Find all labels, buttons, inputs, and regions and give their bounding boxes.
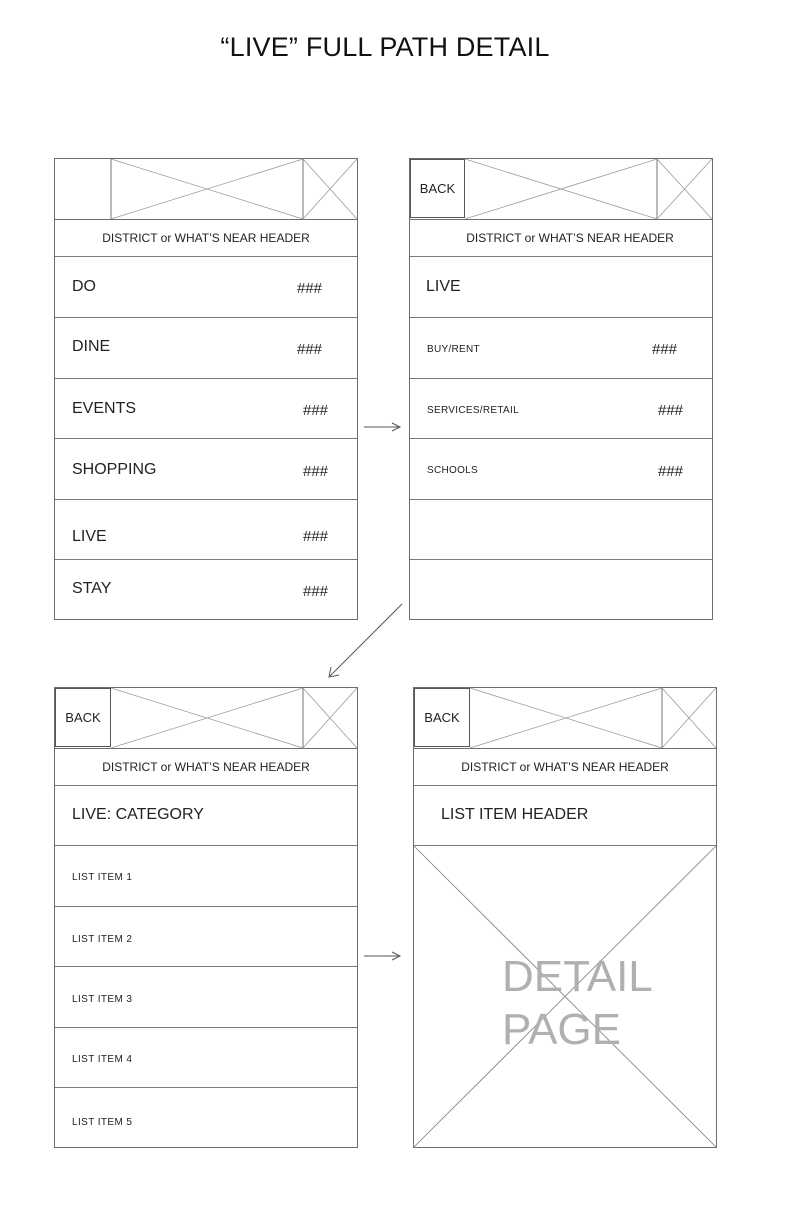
top-bar bbox=[410, 159, 712, 220]
screen-3-live-category bbox=[54, 687, 358, 1148]
empty-row bbox=[410, 500, 712, 560]
screen-4-detail-page bbox=[413, 687, 717, 1148]
menu-item-do[interactable] bbox=[55, 257, 357, 318]
arrow-screen1-to-screen2 bbox=[364, 423, 400, 431]
list-item-label: LIST ITEM 3 bbox=[72, 994, 133, 1005]
district-header bbox=[414, 749, 716, 786]
top-bar-placeholder-graphic bbox=[55, 159, 357, 219]
list-item[interactable] bbox=[55, 1028, 357, 1088]
submenu-item-count: ### bbox=[658, 402, 684, 419]
menu-item-stay[interactable] bbox=[55, 560, 357, 620]
menu-item-label: STAY bbox=[72, 580, 112, 597]
menu-item-label: DINE bbox=[72, 338, 111, 355]
section-title-row bbox=[410, 257, 712, 318]
submenu-item-label: SCHOOLS bbox=[427, 465, 479, 476]
list-item-label: LIST ITEM 4 bbox=[72, 1054, 133, 1065]
back-button[interactable]: BACK bbox=[414, 688, 470, 747]
back-button[interactable]: BACK bbox=[410, 159, 465, 218]
menu-item-count: ### bbox=[297, 341, 323, 358]
screen-1-district-menu bbox=[54, 158, 358, 620]
district-header-text: DISTRICT or WHAT’S NEAR HEADER bbox=[102, 760, 310, 774]
top-bar bbox=[55, 688, 357, 749]
menu-item-count: ### bbox=[303, 583, 329, 600]
list-item-header-row bbox=[414, 786, 716, 846]
screen-2-live-submenu bbox=[409, 158, 713, 620]
section-title: LIVE bbox=[426, 278, 461, 295]
menu-item-shopping[interactable] bbox=[55, 439, 357, 500]
submenu-item-label: SERVICES/RETAIL bbox=[427, 405, 519, 416]
submenu-item-label: BUY/RENT bbox=[427, 344, 480, 355]
list-item[interactable] bbox=[55, 846, 357, 907]
menu-item-label: DO bbox=[72, 278, 96, 295]
district-header bbox=[55, 220, 357, 257]
menu-item-live[interactable] bbox=[55, 500, 357, 560]
menu-item-count: ### bbox=[297, 280, 323, 297]
district-header-text: DISTRICT or WHAT’S NEAR HEADER bbox=[102, 231, 310, 245]
top-bar bbox=[414, 688, 716, 749]
list-item[interactable] bbox=[55, 1088, 357, 1148]
submenu-item-count: ### bbox=[658, 463, 684, 480]
submenu-item-services-retail[interactable] bbox=[410, 379, 712, 439]
page-title: “LIVE” FULL PATH DETAIL bbox=[220, 32, 550, 62]
list-item-label: LIST ITEM 2 bbox=[72, 934, 133, 945]
empty-row bbox=[410, 560, 712, 620]
submenu-item-count: ### bbox=[652, 341, 678, 358]
menu-item-events[interactable] bbox=[55, 379, 357, 439]
back-button[interactable]: BACK bbox=[55, 688, 111, 747]
detail-page-label: DETAIL PAGE bbox=[502, 952, 653, 1054]
list-item-label: LIST ITEM 1 bbox=[72, 872, 133, 883]
category-title-row bbox=[55, 786, 357, 846]
submenu-item-schools[interactable] bbox=[410, 439, 712, 500]
detail-image-placeholder bbox=[414, 846, 716, 1147]
list-item[interactable] bbox=[55, 907, 357, 967]
district-header-text: DISTRICT or WHAT’S NEAR HEADER bbox=[466, 231, 674, 245]
list-item[interactable] bbox=[55, 967, 357, 1028]
menu-item-label: LIVE bbox=[72, 528, 107, 545]
menu-item-count: ### bbox=[303, 463, 329, 480]
menu-item-count: ### bbox=[303, 528, 329, 545]
menu-item-dine[interactable] bbox=[55, 318, 357, 379]
menu-item-count: ### bbox=[303, 402, 329, 419]
arrow-screen3-to-screen4 bbox=[364, 952, 400, 960]
list-item-header: LIST ITEM HEADER bbox=[441, 806, 589, 823]
section-title: LIVE: CATEGORY bbox=[72, 806, 204, 823]
list-item-label: LIST ITEM 5 bbox=[72, 1117, 133, 1128]
submenu-item-buy-rent[interactable] bbox=[410, 318, 712, 379]
district-header bbox=[55, 749, 357, 786]
menu-item-label: SHOPPING bbox=[72, 461, 157, 478]
menu-item-label: EVENTS bbox=[72, 400, 137, 417]
district-header-text: DISTRICT or WHAT’S NEAR HEADER bbox=[461, 760, 669, 774]
district-header bbox=[410, 220, 712, 257]
top-bar bbox=[55, 159, 357, 220]
